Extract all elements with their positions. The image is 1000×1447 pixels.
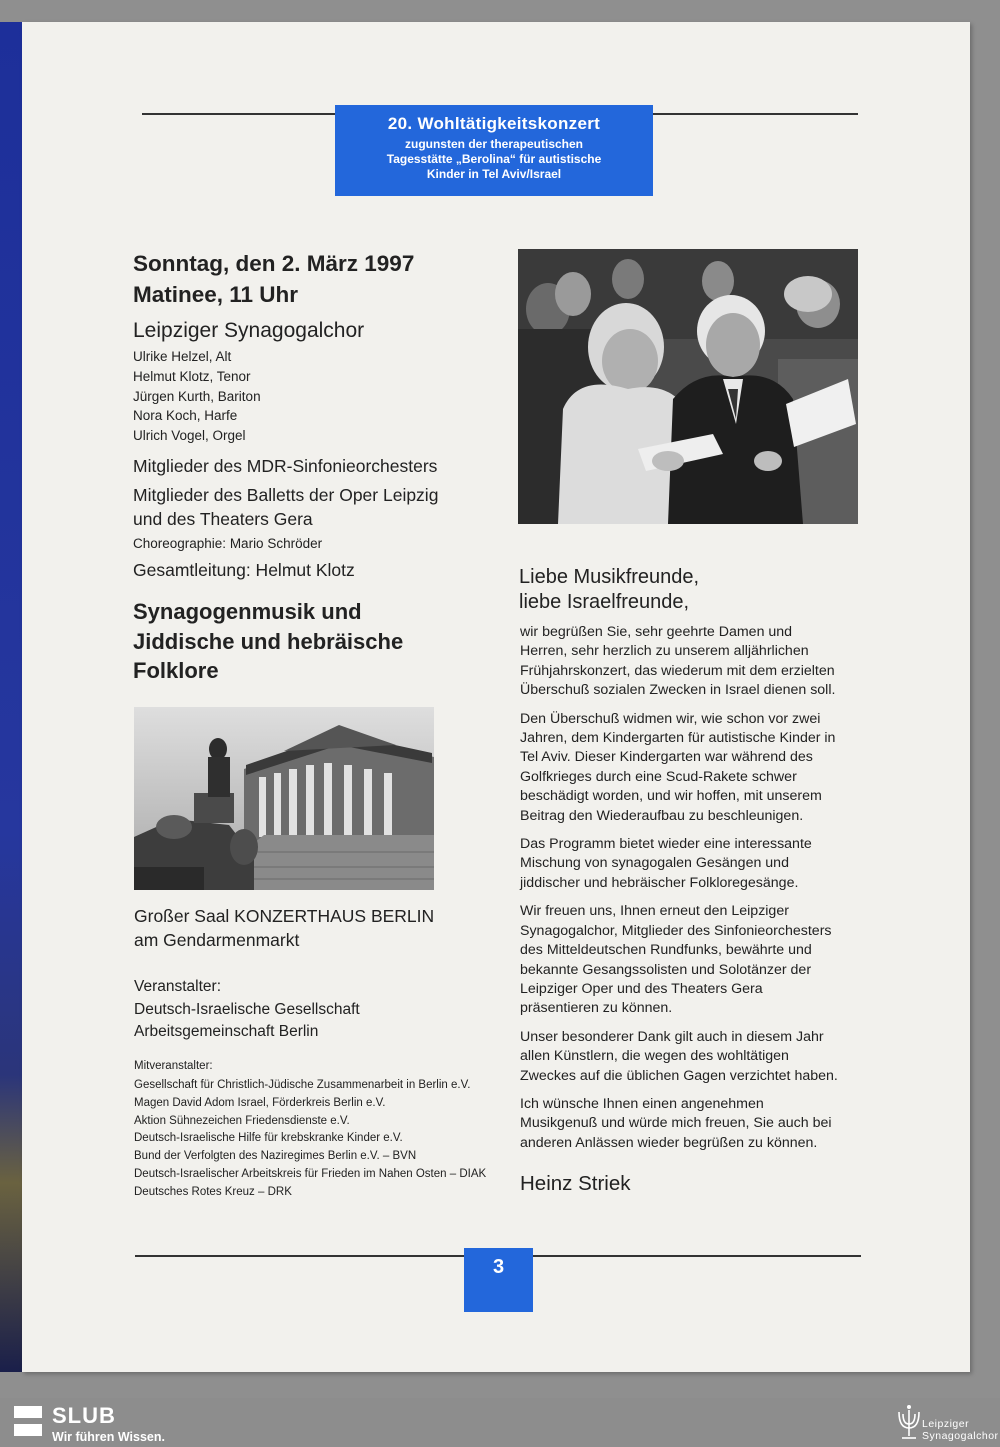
letter-paragraph — [520, 1095, 865, 1153]
co-organizer-item: Bund der Verfolgten des Naziregimes Berlin e.V. – BVN — [134, 1150, 417, 1163]
organizer-label: Veranstalter: — [134, 978, 222, 995]
venue-line: Großer Saal KONZERTHAUS BERLIN — [134, 906, 435, 926]
co-organizer-list — [134, 1077, 486, 1202]
concert-subtitle-line: zugunsten der therapeutischen — [404, 137, 584, 151]
event-date: Sonntag, den 2. März 1997 — [133, 251, 415, 276]
letter-line: wir begrüßen Sie, sehr geehrte Damen und — [520, 624, 793, 640]
co-organizer-item: Magen David Adom Israel, Förderkreis Berlin e.V. — [134, 1096, 386, 1109]
co-organizer-item: Aktion Sühnezeichen Friedensdienste e.V. — [134, 1114, 350, 1127]
orchestra-line: Mitglieder des MDR-Sinfonieorchesters — [133, 456, 438, 476]
ballet-line: Mitglieder des Balletts der Oper Leipzig — [133, 485, 439, 505]
letter-signature: Heinz Striek — [520, 1172, 631, 1195]
letter-paragraph — [520, 1028, 865, 1086]
direction-line: Gesamtleitung: Helmut Klotz — [133, 560, 355, 580]
organizer-block — [134, 976, 360, 1044]
concert-title: 20. Wohltätigkeitskonzert — [387, 114, 601, 133]
concert-subtitle-line: Tagesstätte „Berolina“ für autistische — [386, 152, 602, 166]
letter-paragraph — [520, 710, 865, 826]
header-rule-left — [142, 113, 335, 115]
event-date-block — [133, 248, 493, 310]
ballet-line: und des Theaters Gera — [133, 508, 313, 529]
co-organizer-item: Deutsch-Israelischer Arbeitskreis für Frieden im Nahen Osten – DIAK — [134, 1167, 487, 1180]
letter-line: Frühjahrskonzert, das wiederum mit dem erzielten — [520, 662, 835, 679]
audience-photo — [518, 249, 858, 524]
ensemble-member: Helmut Klotz, Tenor — [133, 368, 251, 384]
letter-line: bekannte Gesangssolisten und Solotänzer der — [520, 961, 812, 978]
venue-line: am Gendarmenmarkt — [134, 929, 300, 950]
menorah-icon — [896, 1402, 922, 1442]
ensemble-member: Nora Koch, Harfe — [133, 408, 238, 424]
letter-line: Musikgenuß und würde mich freuen, Sie auch bei — [520, 1115, 832, 1132]
letter-line: Tel Aviv. Dieser Kindergarten war während des — [520, 749, 813, 766]
konzerthaus-illustration — [134, 707, 434, 890]
letter-line: Unser besonderer Dank gilt auch in diesem Jahr — [520, 1028, 824, 1045]
letter-line: beschädigt worden, und wir hoffen, mit unserem — [520, 788, 822, 805]
letter-line: Überschuß sozialen Zwecken in Israel dienen soll. — [520, 682, 836, 699]
letter-line: Mischung von synagogalen Gesängen und — [520, 855, 789, 872]
program-title-line: Jiddische und hebräische — [133, 628, 404, 654]
letter-paragraph — [520, 623, 865, 701]
co-organizer-label: Mitveranstalter: — [134, 1060, 213, 1072]
venue-block — [134, 905, 434, 952]
concert-subtitle-line: Kinder in Tel Aviv/Israel — [426, 167, 562, 181]
ensemble-member: Ulrich Vogel, Orgel — [133, 428, 246, 444]
letter-line: Beitrag den Wiederaufbau zu beschleunigen. — [520, 807, 804, 824]
letter-paragraph — [520, 902, 865, 1018]
letter-line: Golfkrieges durch eine Scud-Rakete schwer — [520, 768, 797, 785]
letter-greeting — [519, 565, 699, 615]
letter-line: Zweckes auf die üblichen Gagen verzichtet haben. — [520, 1067, 838, 1084]
letter-line: Das Programm bietet wieder eine interessante — [520, 836, 812, 853]
letter-line: Jahren, dem Kindergarten für autistische Kinder in — [520, 730, 836, 747]
konzerthaus-photo — [134, 707, 434, 890]
audience-illustration — [518, 249, 858, 524]
choreography-line: Choreographie: Mario Schröder — [133, 536, 323, 551]
organizer-line: Deutsch-Israelische Gesellschaft — [134, 1000, 360, 1018]
header-rule-right — [653, 113, 858, 115]
ensemble-member: Jürgen Kurth, Bariton — [133, 388, 261, 404]
library-tagline: Wir führen Wissen. — [52, 1430, 165, 1444]
letter-greeting-line: Liebe Musikfreunde, — [519, 566, 700, 588]
letter-line: jiddischer und hebräischer Folkloregesänge. — [520, 874, 799, 891]
letter-line: Synagogalchor, Mitglieder des Sinfonieorchesters — [520, 922, 832, 939]
choir-logo-line: Leipziger — [922, 1418, 970, 1430]
letter-line: anderen Anlässen wieder begrüßen zu können. — [520, 1134, 818, 1151]
page-number: 3 — [464, 1248, 533, 1312]
letter-line: allen Künstlern, die wegen des wohltätigen — [520, 1048, 789, 1065]
ensemble-member-list — [133, 347, 261, 446]
letter-line: Wir freuen uns, Ihnen erneut den Leipziger — [520, 903, 789, 920]
concert-subtitle — [335, 137, 653, 182]
letter-body — [520, 623, 865, 1162]
footer-rule-left — [135, 1255, 464, 1257]
organizer-line: Arbeitsgemeinschaft Berlin — [134, 1023, 319, 1040]
letter-line: Herren, sehr herzlich zu unserem alljährlichen — [520, 643, 809, 660]
letter-greeting-line: liebe Israelfreunde, — [519, 591, 690, 613]
choir-logo-text — [922, 1418, 999, 1442]
ensemble-member: Ulrike Helzel, Alt — [133, 349, 232, 364]
co-organizer-item: Deutsch-Israelische Hilfe für krebskranke Kinder e.V. — [134, 1132, 403, 1145]
co-organizer-item: Deutsches Rotes Kreuz – DRK — [134, 1185, 292, 1198]
library-name: SLUB — [52, 1403, 116, 1428]
letter-line: Ich wünsche Ihnen einen angenehmen — [520, 1095, 764, 1112]
letter-paragraph — [520, 835, 865, 893]
footer-rule-right — [533, 1255, 861, 1257]
choir-logo-line: Synagogalchor — [922, 1430, 999, 1442]
slub-logo-icon — [12, 1404, 44, 1438]
program-title-line: Synagogenmusik und — [133, 599, 362, 624]
program-title-line: Folklore — [133, 658, 219, 683]
co-organizer-item: Gesellschaft für Christlich-Jüdische Zusammenarbeit in Berlin e.V. — [134, 1079, 471, 1091]
letter-line: Den Überschuß widmen wir, wie schon vor zwei — [520, 710, 821, 727]
ballet-block — [133, 484, 438, 531]
letter-line: Leipziger Oper und des Theaters Gera — [520, 980, 763, 997]
letter-line: präsentieren zu können. — [520, 1000, 673, 1017]
event-time: Matinee, 11 Uhr — [133, 282, 299, 307]
ensemble-name: Leipziger Synagogalchor — [133, 319, 365, 342]
concert-header-box — [335, 105, 653, 196]
program-title — [133, 597, 403, 686]
letter-line: des Mitteldeutschen Rundfunks, bewährte und — [520, 942, 812, 959]
